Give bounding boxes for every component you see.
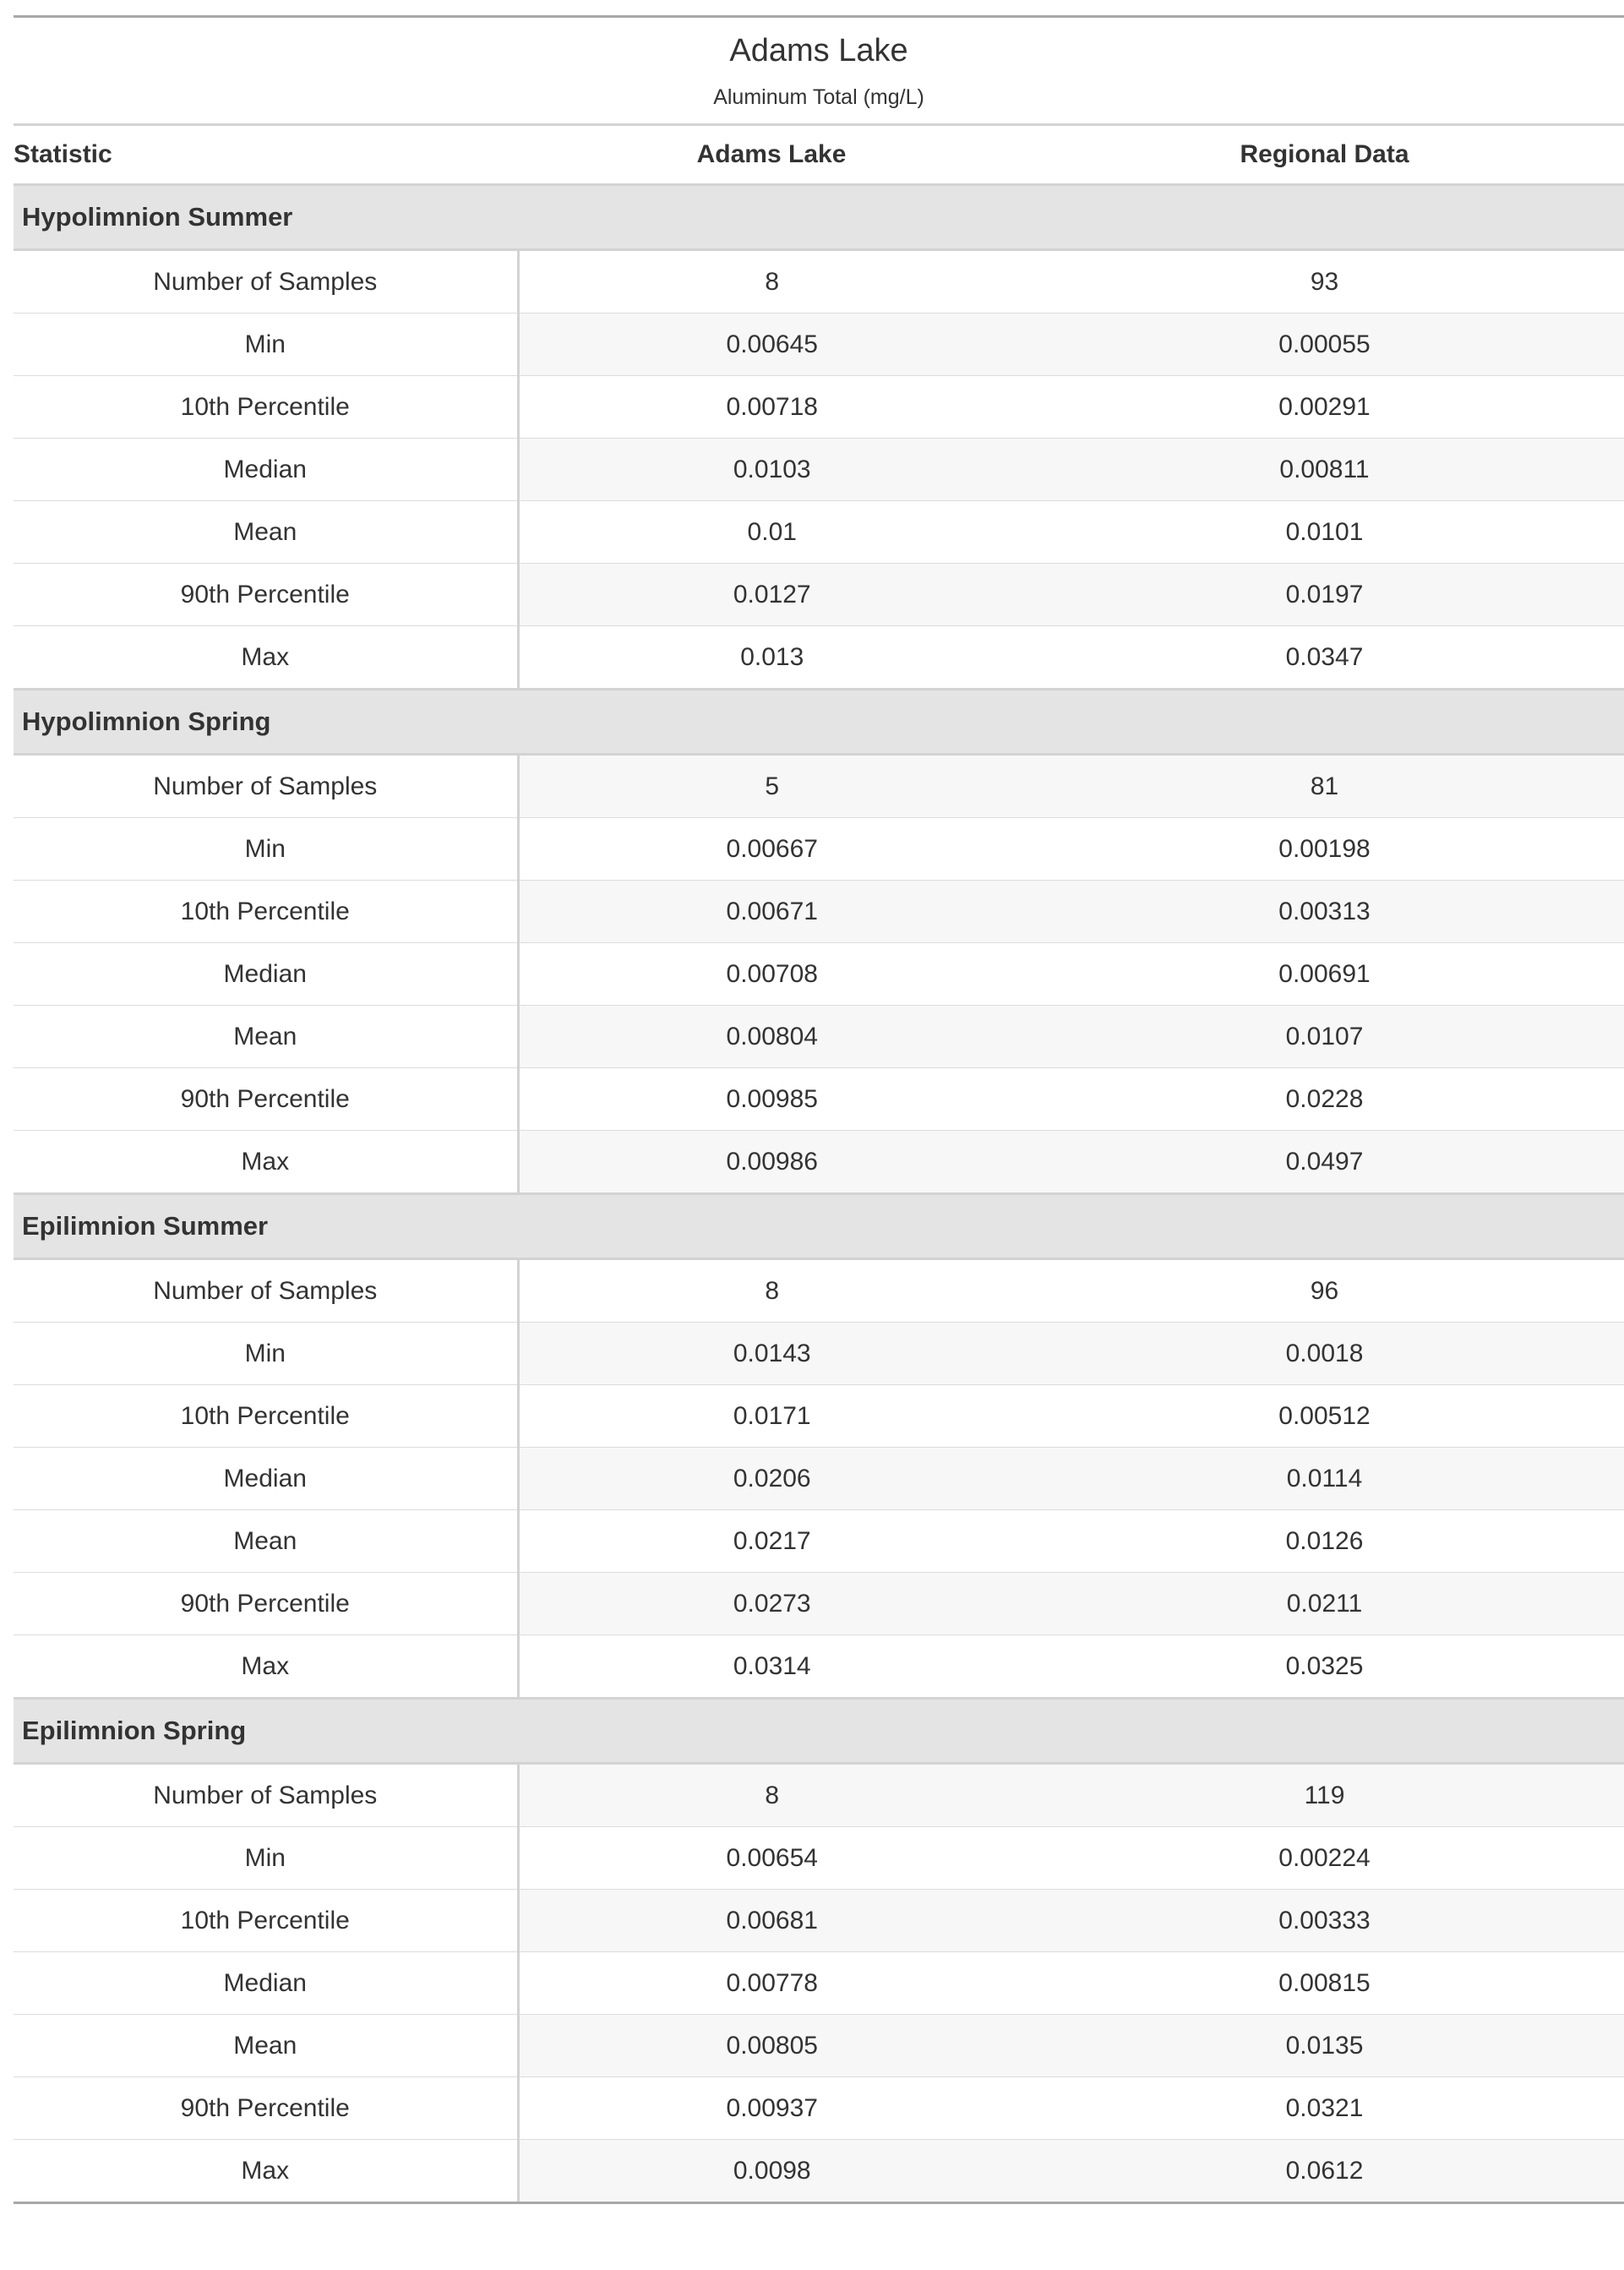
table-row [14,1635,1624,1699]
regional-value: 0.0101 [1025,501,1624,564]
statistic-label: Median [14,439,518,501]
statistic-label: 10th Percentile [14,376,518,439]
regional-value: 81 [1025,755,1624,818]
table-title: Adams Lake [729,33,908,68]
table-row [14,1131,1624,1194]
table-row [14,1323,1624,1385]
lake-value: 0.0314 [518,1635,1025,1699]
statistic-label: 10th Percentile [14,1385,518,1448]
statistic-label: 10th Percentile [14,1890,518,1952]
group-hypolimnion-summer [14,185,1624,690]
table-row [14,2140,1624,2203]
regional-value: 0.00313 [1025,881,1624,943]
table-row [14,250,1624,314]
statistic-label: Number of Samples [14,755,518,818]
statistic-label: Min [14,314,518,376]
statistic-label: Max [14,2140,518,2203]
regional-value: 0.00691 [1025,943,1624,1006]
column-header-regional: Regional Data [1025,125,1624,185]
statistic-label: Number of Samples [14,1259,518,1323]
table-row [14,564,1624,626]
lake-value: 5 [518,755,1025,818]
lake-value: 0.0206 [518,1448,1025,1510]
statistic-label: Mean [14,2015,518,2077]
table-row [14,818,1624,881]
table-row [14,1573,1624,1635]
lake-value: 8 [765,267,780,296]
lake-value: 0.00805 [518,2015,1025,2077]
table-subtitle: Aluminum Total (mg/L) [713,85,924,109]
lake-value: 8 [765,1276,780,1305]
regional-value: 0.0321 [1025,2077,1624,2140]
lake-value: 0.013 [518,626,1025,690]
group-epilimnion-summer [14,1194,1624,1699]
statistics-table [14,15,1624,2204]
statistic-label: 10th Percentile [14,881,518,943]
statistic-label: Min [14,818,518,881]
column-header-lake: Adams Lake [518,125,1025,185]
regional-value: 0.00055 [1025,314,1624,376]
regional-value: 0.0114 [1025,1448,1624,1510]
table-row [14,501,1624,564]
lake-value: 0.00681 [518,1890,1025,1952]
lake-value: 0.0103 [518,439,1025,501]
regional-value: 0.00291 [1025,376,1624,439]
group-label: Hypolimnion Summer [14,185,1624,250]
regional-value: 0.0347 [1025,626,1624,690]
statistic-label: 90th Percentile [14,1573,518,1635]
group-hypolimnion-spring [14,690,1624,1194]
group-label: Epilimnion Spring [14,1699,1624,1764]
statistic-label: Max [14,626,518,690]
regional-value: 0.00811 [1025,439,1624,501]
table-row [14,376,1624,439]
regional-value: 0.00333 [1025,1890,1624,1952]
lake-value: 0.00985 [518,1068,1025,1131]
lake-value: 0.00671 [518,881,1025,943]
table-row [14,2015,1624,2077]
group-header-row [14,1194,1624,1259]
regional-value: 93 [1310,267,1339,296]
lake-value: 0.00718 [518,376,1025,439]
regional-value: 96 [1310,1276,1339,1305]
table-row [14,1510,1624,1573]
table-row [14,1764,1624,1827]
table-row [14,626,1624,690]
summary-table-container [14,15,1624,2204]
table-row [14,1890,1624,1952]
table-row [14,439,1624,501]
regional-value: 0.0197 [1025,564,1624,626]
statistic-label: Median [14,943,518,1006]
column-header-row [14,125,1624,185]
lake-value: 0.00778 [518,1952,1025,2015]
group-label: Epilimnion Summer [14,1194,1624,1259]
statistic-label: Max [14,1131,518,1194]
lake-value: 0.00986 [518,1131,1025,1194]
statistic-label: Median [14,1448,518,1510]
group-epilimnion-spring [14,1699,1624,2203]
lake-value: 0.0098 [518,2140,1025,2203]
statistic-label: Max [14,1635,518,1699]
regional-value: 119 [1025,1764,1624,1827]
regional-value: 0.00815 [1025,1952,1624,2015]
title-row [14,17,1624,125]
regional-value: 0.0325 [1025,1635,1624,1699]
lake-value: 0.0217 [518,1510,1025,1573]
table-row [14,1385,1624,1448]
regional-value: 0.0211 [1025,1573,1624,1635]
regional-value: 0.0612 [1025,2140,1624,2203]
statistic-label: 90th Percentile [14,1068,518,1131]
group-label: Hypolimnion Spring [14,690,1624,755]
statistic-label: Mean [14,1006,518,1068]
regional-value: 0.0135 [1025,2015,1624,2077]
regional-value: 0.0228 [1025,1068,1624,1131]
regional-value: 0.0107 [1025,1006,1624,1068]
statistic-label: Min [14,1323,518,1385]
lake-value: 0.0143 [518,1323,1025,1385]
group-header-row [14,1699,1624,1764]
lake-value: 0.0273 [518,1573,1025,1635]
group-header-row [14,185,1624,250]
regional-value: 0.00512 [1025,1385,1624,1448]
lake-value: 0.00645 [518,314,1025,376]
lake-value: 0.00667 [518,818,1025,881]
table-row [14,1448,1624,1510]
statistic-label: Number of Samples [14,1764,518,1827]
table-header [14,17,1624,185]
column-header-statistic: Statistic [14,125,518,185]
table-row [14,1068,1624,1131]
lake-value: 0.00937 [518,2077,1025,2140]
statistic-label: 90th Percentile [14,564,518,626]
regional-value: 0.00224 [1025,1827,1624,1890]
table-row [14,881,1624,943]
statistic-label: Median [14,1952,518,2015]
statistic-label: Number of Samples [14,250,518,314]
statistic-label: Min [14,1827,518,1890]
table-row [14,2077,1624,2140]
statistic-label: Mean [14,501,518,564]
table-row [14,1827,1624,1890]
statistic-label: 90th Percentile [14,2077,518,2140]
statistic-label: Mean [14,1510,518,1573]
table-row [14,943,1624,1006]
table-row [14,1952,1624,2015]
regional-value: 0.0126 [1025,1510,1624,1573]
lake-value: 0.01 [518,501,1025,564]
regional-value: 0.00198 [1025,818,1624,881]
lake-value: 0.0171 [518,1385,1025,1448]
lake-value: 0.00708 [518,943,1025,1006]
table-row [14,1006,1624,1068]
group-header-row [14,690,1624,755]
lake-value: 0.0127 [518,564,1025,626]
table-row [14,755,1624,818]
table-row [14,1259,1624,1323]
table-row [14,314,1624,376]
lake-value: 0.00804 [518,1006,1025,1068]
regional-value: 0.0018 [1025,1323,1624,1385]
lake-value: 0.00654 [518,1827,1025,1890]
regional-value: 0.0497 [1025,1131,1624,1194]
lake-value: 8 [518,1764,1025,1827]
